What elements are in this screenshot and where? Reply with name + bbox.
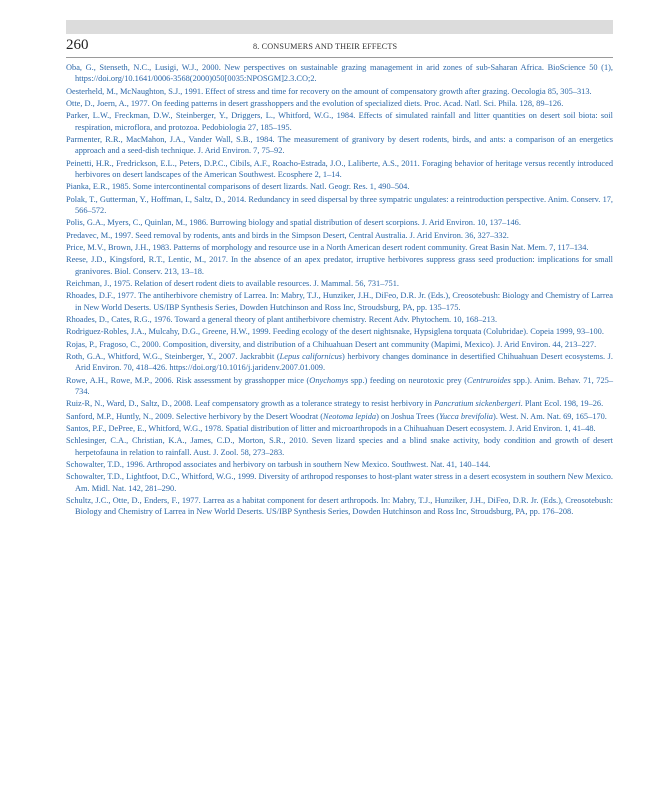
- reference-text: Peinetti, H.R., Fredrickson, E.L., Peters, D.P.C., Cibils, A.F., Roacho-Estrada, J.O., Laliberte, A.S., 2011. Foraging behavior of heritage versus recently introduced herbivores on desert landscapes of the American Southwest. Ecosphere 2, 1–14.: [66, 158, 613, 179]
- reference-taxon: Neotoma lepida: [323, 411, 377, 421]
- reference-entry[interactable]: [66, 351, 613, 373]
- reference-text: spp.) feeding on neurotoxic prey (: [348, 375, 468, 385]
- reference-text: Polak, T., Gutterman, Y., Hoffman, I., Saltz, D., 2014. Redundancy in seed dispersal by three sympatric ungulates: a reintroduction perspective. Anim. Conserv. 17, 566–572.: [66, 194, 613, 215]
- reference-entry[interactable]: [66, 86, 613, 97]
- reference-entry[interactable]: [66, 278, 613, 289]
- reference-taxon: Yucca brevifolia: [439, 411, 493, 421]
- reference-entry[interactable]: [66, 290, 613, 312]
- reference-text: Pianka, E.R., 1985. Some intercontinental comparisons of desert lizards. Natl. Geogr. Res. 1, 490–504.: [66, 182, 410, 192]
- reference-text: ). West. N. Am. Nat. 69, 165–170.: [492, 411, 607, 421]
- reference-entry[interactable]: [66, 375, 613, 397]
- reference-text: Parmenter, R.R., MacMahon, J.A., Vander Wall, S.B., 1984. The measurement of granivory by desert rodents, birds, and ants: a comparison of an energetics approach and a seed-dish technique. J. Arid Environ. 7, 75–92.: [66, 134, 613, 156]
- reference-taxon: Pancratium sickenbergeri: [434, 399, 521, 409]
- reference-entry[interactable]: [66, 435, 613, 457]
- reference-text: ) herbivory changes dominance in desertified Chihuahuan Desert ecosystems. J. Arid Environ. 70, 418–426. https://doi.org/10.1016/j.jaridenv.2007.01.009.: [75, 352, 614, 373]
- reference-text: Sanford, M.P., Huntly, N., 2009. Selective herbivory by the Desert Woodrat (: [66, 411, 324, 421]
- reference-text: Rhoades, D., Cates, R.G., 1976. Toward a general theory of plant antiherbivore chemistry. Recent Adv. Phytochem. 10, 168–213.: [66, 314, 498, 324]
- reference-text: Rodriguez-Robles, J.A., Mulcahy, D.G., Greene, H.W., 1999. Feeding ecology of the desert nightsnake, Hypsiglena torquata (Colubridae). Copeia 1999, 93–100.: [66, 327, 604, 337]
- reference-text: Polis, G.A., Myers, C., Quinlan, M., 1986. Burrowing biology and spatial distribution of desert scorpions. J. Arid Environ. 10, 137–146.: [66, 218, 521, 228]
- reference-entry[interactable]: [66, 459, 613, 470]
- reference-entry[interactable]: [66, 110, 613, 132]
- reference-entry[interactable]: [66, 411, 613, 422]
- reference-entry[interactable]: [66, 495, 613, 517]
- reference-taxon: Onychomys: [309, 375, 349, 385]
- reference-text: Santos, P.F., DePree, E., Whitford, W.G., 1978. Spatial distribution of litter and microarthropods in a Chihuahuan Desert ecosystem. J. Arid Environ. 1, 41–48.: [66, 424, 596, 434]
- reference-entry[interactable]: [66, 181, 613, 192]
- reference-entry[interactable]: [66, 98, 613, 109]
- running-header: [66, 37, 613, 59]
- reference-list: [66, 62, 613, 519]
- reference-text: Otte, D., Joern, A., 1977. On feeding patterns in desert grasshoppers and the evolution of specialized diets. Proc. Acad. Natl. Sci. Phila. 128, 89–126.: [66, 98, 564, 108]
- reference-entry[interactable]: [66, 471, 613, 493]
- reference-text: Parker, L.W., Freckman, D.W., Steinberger, Y., Driggers, L., Whitford, W.G., 1984. Effects of simulated rainfall and litter quantities on desert soil biota: soil respiration, microflora, and protozoa. Pedobiologia 27, 185–195.: [66, 111, 613, 132]
- reference-text: Rojas, P., Fragoso, C., 2000. Composition, diversity, and distribution of a Chihuahuan Desert ant community (Mapimi, Mexico). J. Arid Environ. 44, 213–227.: [66, 339, 597, 349]
- reference-text: Schlesinger, C.A., Christian, K.A., James, C.D., Morton, S.R., 2010. Seven lizard species and a blind snake activity, body condition and growth of desert herpetofauna in relation to rainfall. Aust. J. Zool. 58, 273–283.: [66, 436, 613, 457]
- reference-entry[interactable]: [66, 134, 613, 156]
- reference-entry[interactable]: [66, 194, 613, 216]
- reference-text: Roth, G.A., Whitford, W.G., Steinberger, Y., 2007. Jackrabbit (: [66, 352, 280, 362]
- header-rule: [66, 57, 613, 58]
- reference-entry[interactable]: [66, 62, 613, 84]
- reference-text: Schowalter, T.D., 1996. Arthropod associates and herbivory on tarbush in southern New Mexico. Southwest. Nat. 41, 140–144.: [66, 460, 491, 470]
- reference-entry[interactable]: [66, 230, 613, 241]
- reference-text: Reichman, J., 1975. Relation of desert rodent diets to available resources. J. Mammal. 56, 731–751.: [66, 278, 399, 288]
- reference-taxon: Lepus californicus: [279, 352, 342, 362]
- reference-text: Rhoades, D.F., 1977. The antiherbivore chemistry of Larrea. In: Mabry, T.J., Hunziker, J.H., DiFeo, D.R. Jr. (Eds.), Creosotebush: Biology and Chemistry of Larrea in New World Deserts. US/IBP Synthesis Series, Dowden Hutchinson and Ross Inc, Stroudsburg, PA, pp. 135–175.: [66, 291, 613, 312]
- reference-text: Schultz, J.C., Otte, D., Enders, F., 1977. Larrea as a habitat component for desert arthropods. In: Mabry, T.J., Hunziker, J.H., DiFeo, D.R. Jr. (Eds.), Creosotebush: Biology and Chemistry of Larrea in New World Deserts. US/IBP Synthesis Series, Dowden Hutchinson and Ross Inc, Stroudsburg, PA, pp. 176–208.: [66, 496, 613, 517]
- reference-text: Reese, J.D., Kingsford, R.T., Lentic, M., 2017. In the absence of an apex predator, irruptive herbivores suppress grass seed production: implications for small granivores. Biol. Conserv. 213, 13–18.: [66, 255, 613, 276]
- reference-entry[interactable]: [66, 398, 613, 409]
- reference-entry[interactable]: [66, 314, 613, 325]
- reference-text: Price, M.V., Brown, J.H., 1983. Patterns of morphology and resource use in a North American desert rodent community. Great Basin Nat. Mem. 7, 117–134.: [66, 242, 589, 252]
- reference-entry[interactable]: [66, 158, 613, 180]
- reference-entry[interactable]: [66, 326, 613, 337]
- reference-text: Oba, G., Stenseth, N.C., Lusigi, W.J., 2000. New perspectives on sustainable grazing management in arid zones of sub-Saharan Africa. BioScience 50 (1), https://doi.org/10.1641/0006-3568(2000)050[0035:NPOSGM]2.3.CO;2.: [66, 63, 613, 84]
- reference-taxon: Centruroides: [467, 375, 511, 385]
- reference-text: Schowalter, T.D., Lightfoot, D.C., Whitford, W.G., 1999. Diversity of arthropod responses to host-plant water stress in a desert ecosystem in southern New Mexico. Am. Midl. Nat. 142, 281–290.: [66, 472, 614, 493]
- reference-entry[interactable]: [66, 423, 613, 434]
- chapter-title: 8. CONSUMERS AND THEIR EFFECTS: [253, 42, 398, 51]
- reference-text: Predavec, M., 1997. Seed removal by rodents, ants and birds in the Simpson Desert, Central Australia. J. Arid Environ. 36, 327–332.: [66, 230, 509, 240]
- reference-text: . Plant Ecol. 198, 19–26.: [520, 399, 604, 409]
- header-bar: [66, 20, 613, 34]
- reference-text: Ruiz-R, N., Ward, D., Saltz, D., 2008. Leaf compensatory growth as a tolerance strategy to resist herbivory in: [66, 399, 435, 409]
- reference-entry[interactable]: [66, 242, 613, 253]
- page-number: 260: [66, 37, 89, 53]
- reference-entry[interactable]: [66, 254, 613, 276]
- reference-text: ) on Joshua Trees (: [376, 411, 440, 421]
- reference-text: Oesterheld, M., McNaughton, S.J., 1991. Effect of stress and time for recovery on the amount of compensatory growth after grazing. Oecologia 85, 305–313.: [66, 86, 592, 96]
- reference-entry[interactable]: [66, 217, 613, 228]
- reference-text: spp.). Anim. Behav. 71, 725–734.: [75, 375, 613, 396]
- reference-entry[interactable]: [66, 339, 613, 350]
- reference-text: Rowe, A.H., Rowe, M.P., 2006. Risk assessment by grasshopper mice (: [66, 375, 310, 385]
